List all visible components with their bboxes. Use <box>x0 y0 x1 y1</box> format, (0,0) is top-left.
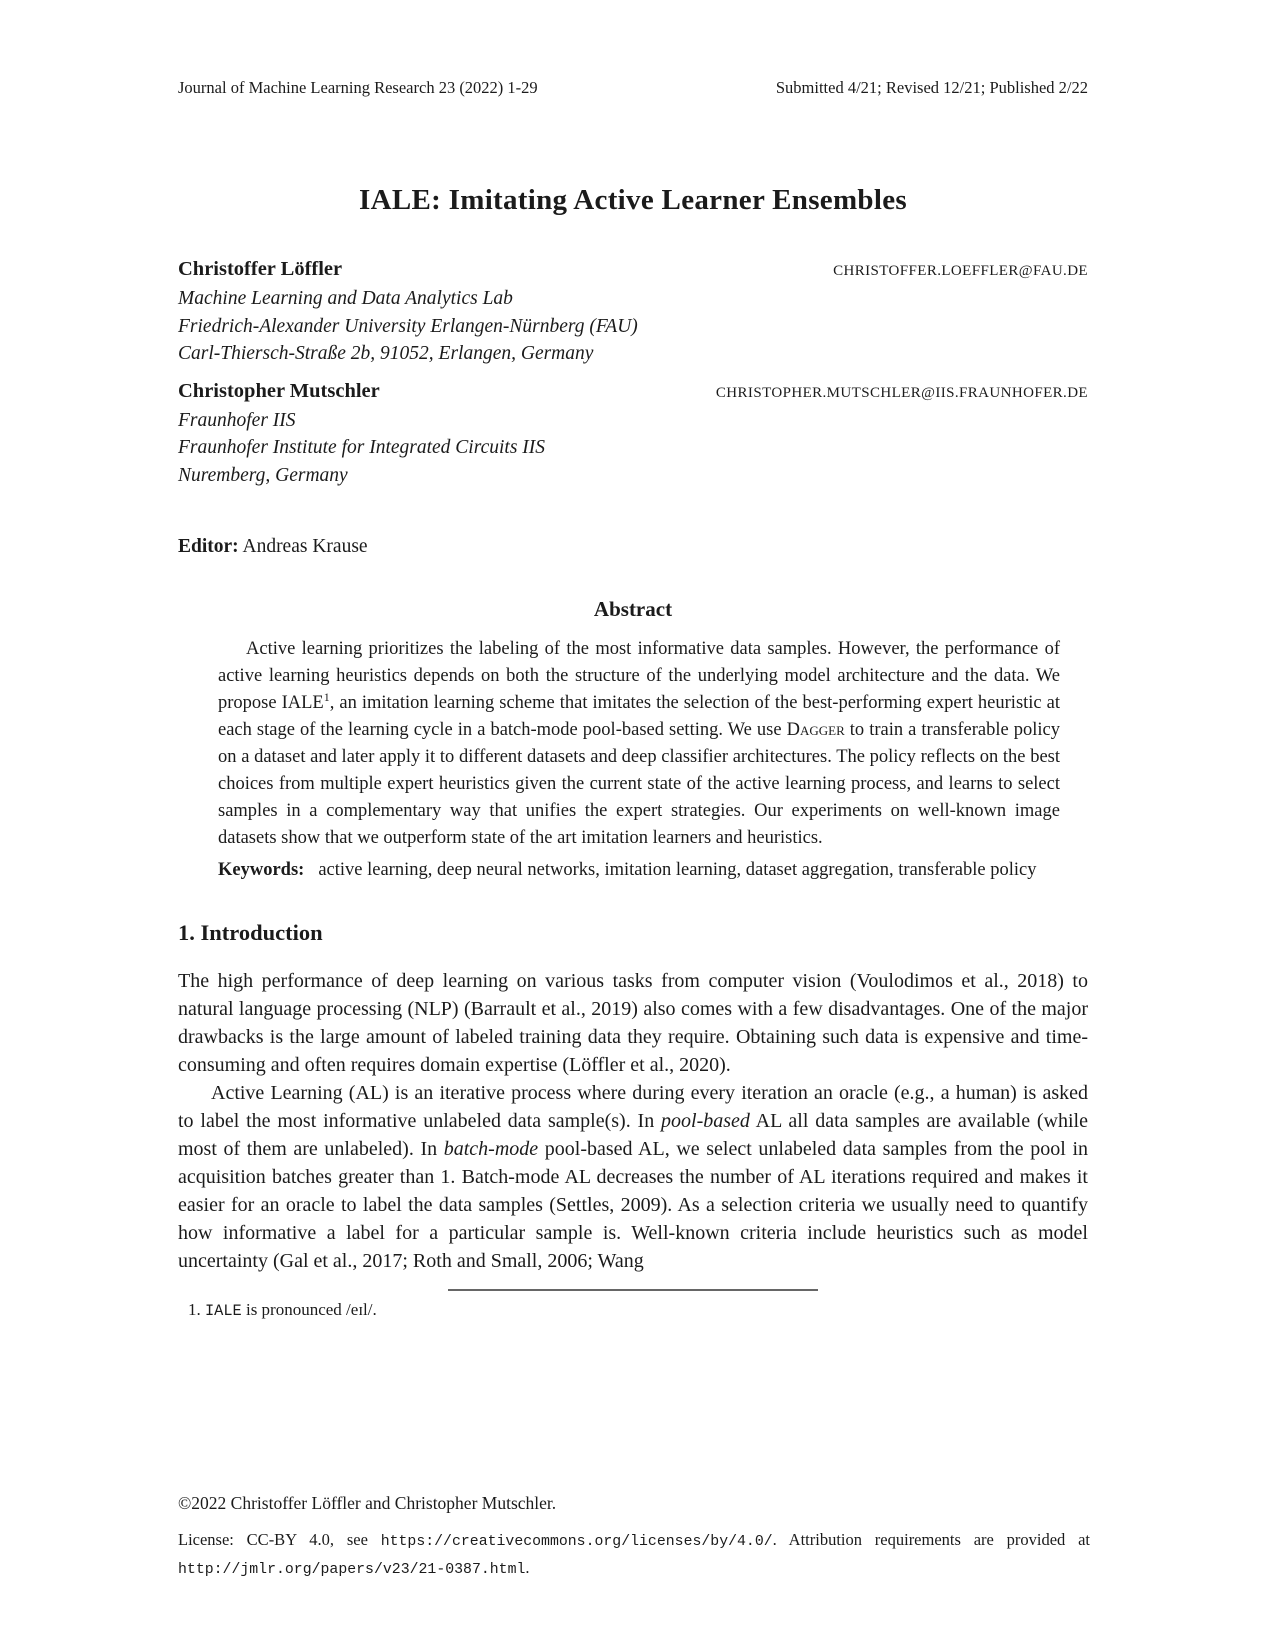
author-name: Christoffer Löffler <box>178 258 343 280</box>
keywords-text: active learning, deep neural networks, imitation learning, dataset aggregation, transferable policy <box>318 860 1037 880</box>
journal-reference: Journal of Machine Learning Research 23 (2022) 1-29 <box>178 78 538 97</box>
intro-paragraph-2: Active Learning (AL) is an iterative process where during every iteration an oracle (e.g., a human) is asked to label the most informative unlabeled data sample(s). In pool-based AL all data samples are available (while most of them are unlabeled). In batch-mode pool-based AL, we select unlabeled data samples from the pool in acquisition batches greater than 1. Batch-mode AL decreases the number of AL iterations required and makes it easier for an oracle to label the data samples (Settles, 2009). As a selection criteria we usually need to quantify how informative a label for a particular sample is. Well-known criteria include heuristics such as model uncertainty (Gal et al., 2017; Roth and Small, 2006; Wang <box>178 1082 1089 1272</box>
editor-line <box>178 535 1088 559</box>
author-email: CHRISTOFFER.LOEFFLER@FAU.DE <box>833 263 1088 279</box>
page-footer <box>178 1492 1090 1583</box>
editor-label: Editor: <box>178 536 239 557</box>
abstract-body <box>218 636 1060 852</box>
author-row <box>178 378 1088 407</box>
section-heading-introduction: 1. Introduction <box>178 920 323 945</box>
affiliation-line: Fraunhofer IIS <box>178 409 296 431</box>
affiliation-line: Nuremberg, Germany <box>178 464 348 486</box>
footnote-1: 1. IALE is pronounced /eɪl/. <box>188 1300 377 1320</box>
intro-paragraph-1: The high performance of deep learning on various tasks from computer vision (Voulodimos et al., 2018) to natural language processing (NLP) (Barrault et al., 2019) also comes with a few disadvantages. One of the major drawbacks is the large amount of labeled training data they require. Obtaining such data is expensive and time-consuming and often requires domain expertise (Löffler et al., 2020). <box>178 970 1088 1076</box>
affiliation-line: Carl-Thiersch-Straße 2b, 91052, Erlangen, Germany <box>178 343 594 364</box>
license-paragraph: License: CC-BY 4.0, see https://creativecommons.org/licenses/by/4.0/. Attribution requirements are provided at http://jmlr.org/papers/v23/21-0387.html. <box>178 1530 1090 1578</box>
footnote-rule <box>448 1289 818 1291</box>
submission-history: Submitted 4/21; Revised 12/21; Published 2/22 <box>775 78 1088 97</box>
author-block-loeffler <box>178 256 1088 368</box>
author-email: CHRISTOPHER.MUTSCHLER@IIS.FRAUNHOFER.DE <box>715 384 1088 401</box>
author-row <box>178 256 1088 285</box>
author-name: Christopher Mutschler <box>178 379 380 402</box>
keywords-label: Keywords: <box>218 860 305 880</box>
running-head <box>178 78 1088 98</box>
keywords <box>218 857 1060 884</box>
affiliation-line: Fraunhofer Institute for Integrated Circuits IIS <box>178 437 546 458</box>
abstract-paragraph: Active learning prioritizes the labeling of the most informative data samples. However, the performance of active learning heuristics depends on both the structure of the underlying model architecture and the data. We propose IALE$^1$, an imitation learning scheme that imitates the selection of the best-performing expert heuristic at each stage of the learning cycle in a batch-mode pool-based setting. We use Dagger to train a transferable policy on a dataset and later apply it to different datasets and deep classifier architectures. The policy reflects on the best choices from multiple expert heuristics given the current state of the active learning process, and learns to select samples in a complementary way that unifies the expert strategies. Our experiments on well-known image datasets show that we outperform state of the art imitation learners and heuristics. <box>218 639 1060 848</box>
author-block-mutschler <box>178 378 1088 490</box>
abstract-heading: Abstract <box>593 597 673 621</box>
affiliation-line: Friedrich-Alexander University Erlangen-Nürnberg (FAU) <box>178 315 638 337</box>
affiliation-line: Machine Learning and Data Analytics Lab <box>178 288 513 309</box>
paper-title: IALE: Imitating Active Learner Ensembles <box>359 184 907 216</box>
copyright-line: ©2022 Christoffer Löffler and Christopher Mutschler. <box>178 1493 557 1513</box>
editor-name: Andreas Krause <box>242 536 368 557</box>
